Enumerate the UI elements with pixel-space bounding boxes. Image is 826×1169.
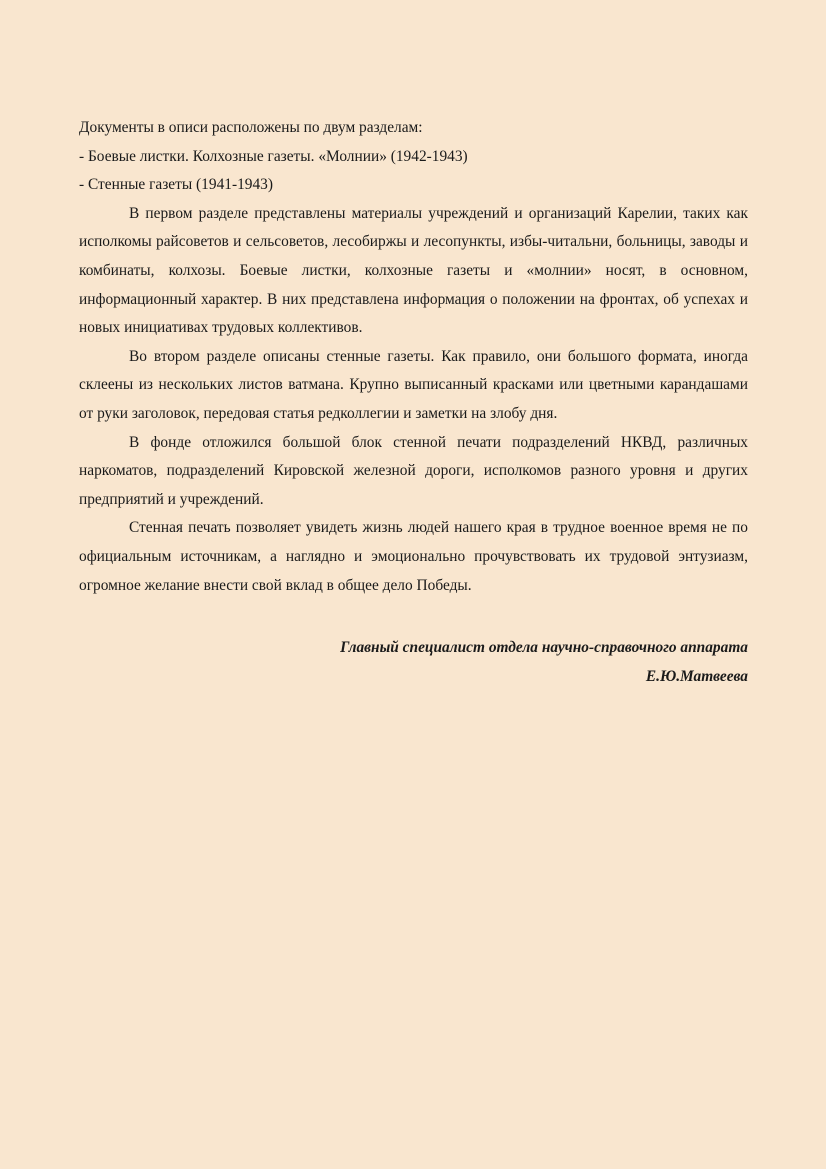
- paragraph-second-section: Во втором разделе описаны стенные газеты. Как правило, они большого формата, иногда склеены из нескольких листов ватмана. Крупно выписанный красками или цветными карандашами от руки заголовок, передовая статья редколлегии и заметки на злобу дня.: [79, 347, 748, 422]
- document-body: [79, 114, 748, 691]
- section-item-2: - Стенные газеты (1941-1943): [79, 176, 273, 194]
- signature-position: Главный специалист отдела научно-справочного аппарата: [340, 639, 748, 657]
- paragraph-conclusion: Стенная печать позволяет увидеть жизнь людей нашего края в трудное военное время не по официальным источникам, а наглядно и эмоционально прочувствовать их трудовой энтузиазм, огромное желание внести свой вклад в общее дело Победы.: [79, 519, 748, 594]
- signature-block: [79, 634, 748, 691]
- intro-line: Документы в описи расположены по двум разделам:: [79, 119, 423, 136]
- paragraph-first-section: В первом разделе представлены материалы учреждений и организаций Карелии, таких как исполкомы райсоветов и сельсоветов, лесобиржы и лесопункты, избы-читальни, больницы, заводы и комбинаты, колхозы. Боевые листки, колхозные газеты и «молнии» носят, в основном, информационный характер. В них представлена информация о положении на фронтах, об успехах и новых инициативах трудовых коллективов.: [79, 204, 748, 337]
- paragraph-fund: В фонде отложился большой блок стенной печати подразделений НКВД, различных наркоматов, подразделений Кировской железной дороги, исполкомов разного уровня и других предприятий и учреждений.: [79, 433, 748, 508]
- section-item-1: - Боевые листки. Колхозные газеты. «Молнии» (1942-1943): [79, 147, 468, 165]
- signature-name: Е.Ю.Матвеева: [645, 667, 748, 685]
